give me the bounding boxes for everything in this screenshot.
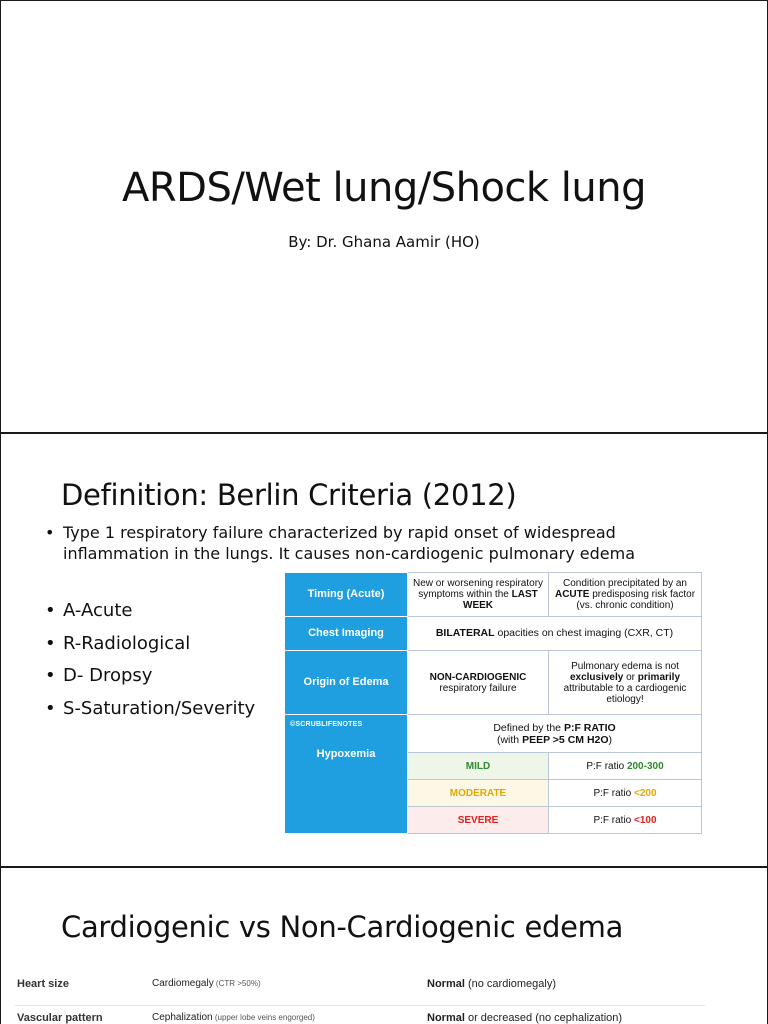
intro-text: Type 1 respiratory failure characterized by rapid onset of widespread inflammation in the lungs. It causes non-cardiogenic pulmonary edema	[63, 523, 636, 563]
acronym-list	[45, 600, 255, 730]
table-cell: Pulmonary edema is not exclusively or primarily attributable to a cardiogenic etiology!	[549, 651, 702, 715]
table-row	[285, 617, 702, 651]
table-row	[15, 972, 705, 1006]
cardiogenic-cell: Cardiomegaly (CTR >50%)	[152, 978, 261, 989]
table-cell: P:F ratio <200	[549, 780, 702, 807]
list-item: • S-Saturation/Severity	[45, 697, 256, 719]
severity-mild: MILD	[408, 753, 549, 780]
slide-title	[0, 0, 768, 434]
row-label-timing: Timing (Acute)	[285, 573, 408, 617]
berlin-criteria-table	[284, 572, 702, 834]
bullet-icon: •	[45, 665, 56, 686]
table-cell: Defined by the P:F RATIO (with PEEP >5 CM H2O)	[408, 715, 702, 753]
table-cell: BILATERAL opacities on chest imaging (CXR, CT)	[408, 617, 702, 651]
bullet-icon: •	[45, 697, 56, 719]
intro-bullet	[45, 522, 685, 564]
bullet-icon: •	[45, 632, 56, 654]
presentation-author: By: Dr. Ghana Aamir (HO)	[288, 233, 480, 251]
table-cell: P:F ratio <100	[549, 807, 702, 834]
bullet-icon: •	[45, 523, 55, 542]
table-cell: P:F ratio 200-300	[549, 753, 702, 780]
severity-severe: SEVERE	[408, 807, 549, 834]
non-cardiogenic-cell: Normal (no cardiomegaly)	[427, 978, 556, 990]
table-cell: NON-CARDIOGENIC respiratory failure	[408, 651, 549, 715]
table-row	[285, 573, 702, 617]
list-item: • A-Acute	[45, 600, 133, 621]
non-cardiogenic-cell: Normal or decreased (no cephalization)	[427, 1012, 623, 1024]
table-row	[285, 651, 702, 715]
presentation-title: ARDS/Wet lung/Shock lung	[121, 165, 646, 211]
table-row	[15, 1006, 705, 1024]
list-item: • D- Dropsy	[45, 665, 153, 686]
severity-moderate: MODERATE	[408, 780, 549, 807]
table-cell: Condition precipitated by an ACUTE predisposing risk factor (vs. chronic condition)	[549, 573, 702, 617]
row-label-hypoxemia: ©SCRUBLIFENOTES Hypoxemia	[285, 715, 408, 834]
slide-comparison	[0, 868, 768, 1024]
slide-heading: Cardiogenic vs Non-Cardiogenic edema	[61, 910, 624, 944]
watermark: ©SCRUBLIFENOTES	[290, 721, 363, 728]
slide-heading: Definition: Berlin Criteria (2012)	[61, 478, 517, 512]
bullet-icon: •	[45, 600, 56, 621]
slide-definition	[0, 434, 768, 868]
row-label: Vascular pattern	[17, 1012, 103, 1024]
table-cell: New or worsening respiratory symptoms within the LAST WEEK	[408, 573, 549, 617]
comparison-table	[1, 972, 768, 1024]
row-label-imaging: Chest Imaging	[285, 617, 408, 651]
row-label-origin: Origin of Edema	[285, 651, 408, 715]
cardiogenic-cell: Cephalization (upper lobe veins engorged)	[152, 1012, 315, 1023]
row-label: Heart size	[17, 978, 69, 990]
table-row	[285, 715, 702, 753]
list-item: • R-Radiological	[45, 632, 191, 654]
